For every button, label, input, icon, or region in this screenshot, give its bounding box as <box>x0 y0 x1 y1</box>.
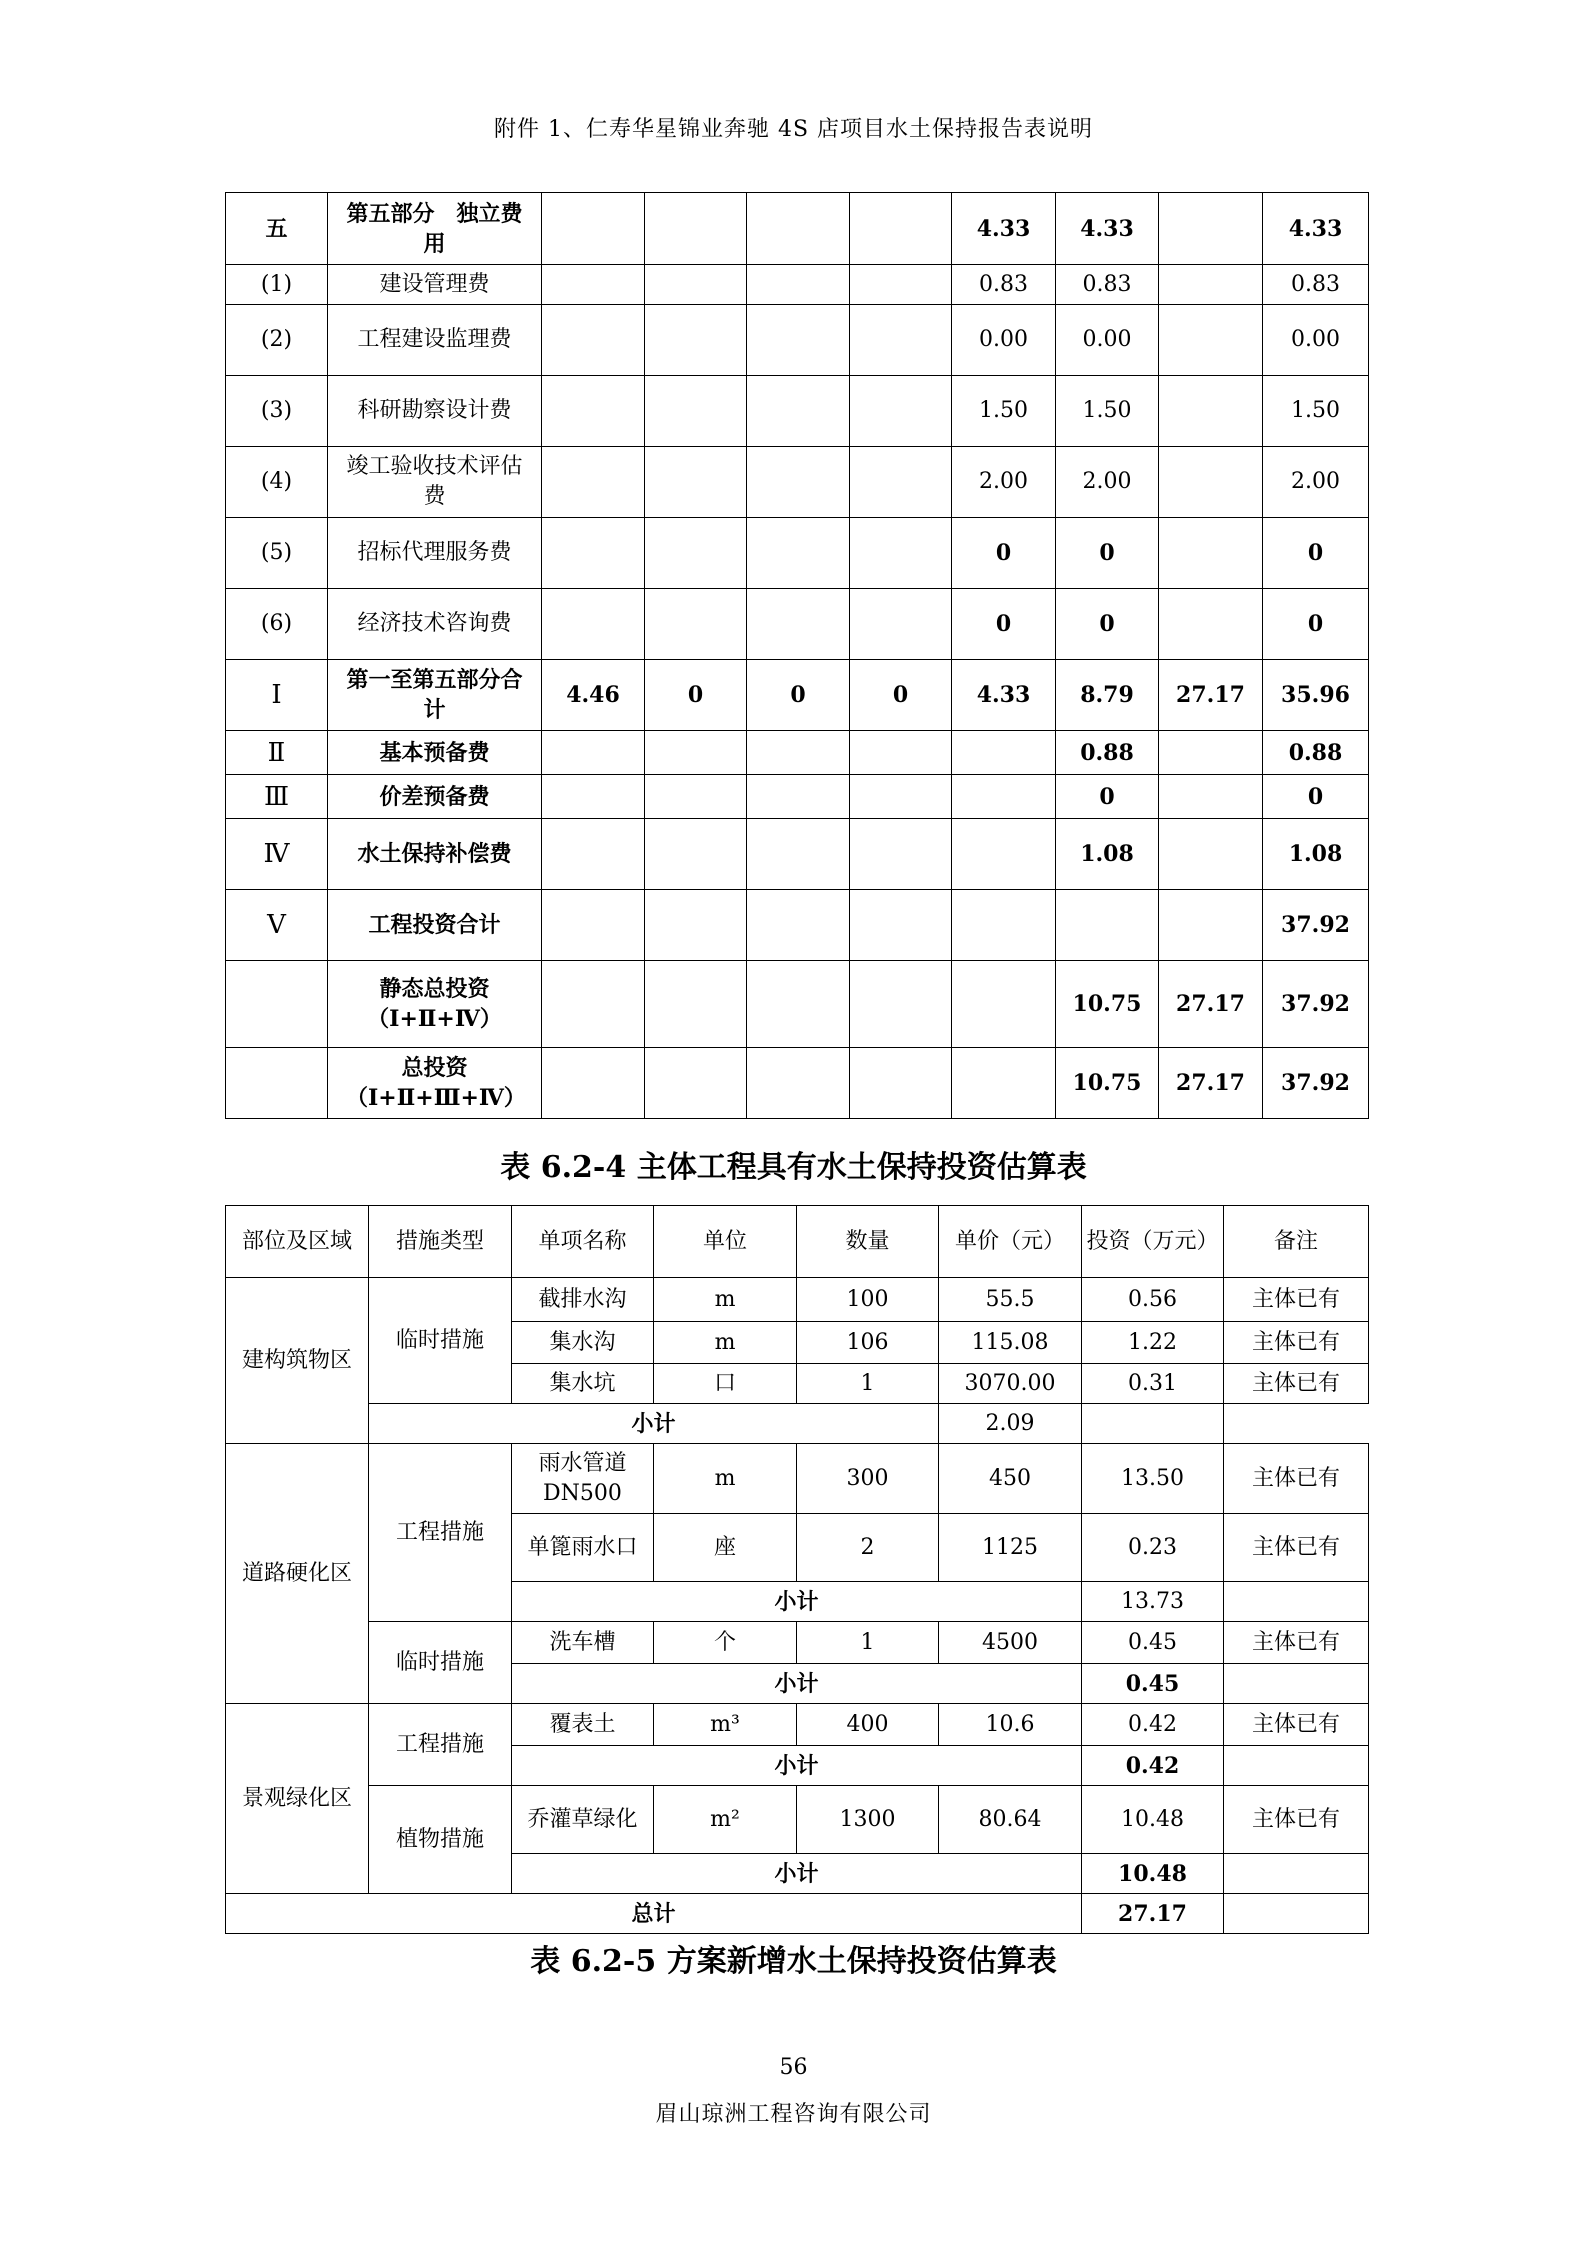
value-cell: 27.17 <box>1159 961 1263 1048</box>
total-value: 27.17 <box>1082 1894 1224 1934</box>
value-cell <box>1159 376 1263 447</box>
value-cell <box>542 1048 645 1119</box>
subtotal-label: 小计 <box>512 1854 1082 1894</box>
investment-cell: 1.22 <box>1082 1322 1224 1364</box>
item-name-cell: 单篦雨水口 <box>512 1514 654 1582</box>
quantity-cell: 1300 <box>797 1786 939 1854</box>
table-row <box>226 589 1369 660</box>
table-row <box>226 961 1369 1048</box>
unit-cell: m³ <box>654 1704 797 1746</box>
value-cell <box>542 305 645 376</box>
item-number-cell: (1) <box>226 265 328 305</box>
total-label: 总计 <box>226 1894 1082 1934</box>
remark-cell: 主体已有 <box>1224 1278 1369 1322</box>
investment-cell: 0.31 <box>1082 1364 1224 1404</box>
value-cell <box>542 731 645 775</box>
value-cell <box>542 775 645 819</box>
table-row <box>226 1278 1369 1322</box>
value-cell <box>952 731 1056 775</box>
table-row <box>226 1786 1369 1854</box>
item-name-cell: 第一至第五部分合计 <box>328 660 542 731</box>
value-cell: 2.00 <box>1056 447 1159 518</box>
value-cell <box>542 376 645 447</box>
item-name-cell: 竣工验收技术评估费 <box>328 447 542 518</box>
investment-cell: 0.45 <box>1082 1622 1224 1664</box>
unit-cell: m <box>654 1278 797 1322</box>
item-name-cell: 覆表土 <box>512 1704 654 1746</box>
item-name-cell: 经济技术咨询费 <box>328 589 542 660</box>
value-cell: 0 <box>747 660 850 731</box>
value-cell: 0 <box>1263 589 1369 660</box>
value-cell: 1.08 <box>1263 819 1369 890</box>
item-number-cell: Ⅰ <box>226 660 328 731</box>
value-cell: 0.00 <box>1056 305 1159 376</box>
subtotal-value: 0.42 <box>1082 1746 1224 1786</box>
column-header: 措施类型 <box>369 1206 512 1278</box>
value-cell <box>542 819 645 890</box>
unit-cell: 座 <box>654 1514 797 1582</box>
price-cell: 1125 <box>939 1514 1082 1582</box>
page-header: 附件 1、仁寿华星锦业奔驰 4S 店项目水土保持报告表说明 <box>493 117 1094 142</box>
remark-cell: 主体已有 <box>1224 1622 1369 1664</box>
value-cell: 8.79 <box>1056 660 1159 731</box>
table-row <box>226 775 1369 819</box>
total-row <box>226 1894 1369 1934</box>
remark-cell: 主体已有 <box>1224 1444 1369 1514</box>
table-row <box>226 731 1369 775</box>
table-caption-6-2-5: 表 6.2-5 方案新增水土保持投资估算表 <box>530 1944 1057 1979</box>
value-cell <box>850 819 952 890</box>
value-cell <box>542 961 645 1048</box>
value-cell: 0.83 <box>1056 265 1159 305</box>
value-cell <box>542 265 645 305</box>
value-cell <box>850 305 952 376</box>
table-row <box>226 1622 1369 1664</box>
item-name-cell: 截排水沟 <box>512 1278 654 1322</box>
unit-cell: 个 <box>654 1622 797 1664</box>
value-cell <box>850 890 952 961</box>
column-header: 备注 <box>1224 1206 1369 1278</box>
value-cell: 1.50 <box>1263 376 1369 447</box>
price-cell: 80.64 <box>939 1786 1082 1854</box>
table-row <box>226 376 1369 447</box>
measure-type-cell: 临时措施 <box>369 1278 512 1404</box>
subtotal-row <box>226 1404 1369 1444</box>
table-row <box>226 518 1369 589</box>
value-cell <box>1159 775 1263 819</box>
table-row <box>226 1704 1369 1746</box>
value-cell <box>1159 819 1263 890</box>
item-name-cell: 乔灌草绿化 <box>512 1786 654 1854</box>
value-cell <box>850 447 952 518</box>
area-cell: 景观绿化区 <box>226 1704 369 1894</box>
measure-type-cell: 临时措施 <box>369 1622 512 1704</box>
value-cell: 0 <box>645 660 747 731</box>
value-cell <box>645 890 747 961</box>
value-cell <box>645 731 747 775</box>
item-number-cell: Ⅱ <box>226 731 328 775</box>
item-name-cell: 工程建设监理费 <box>328 305 542 376</box>
value-cell: 4.46 <box>542 660 645 731</box>
table-row <box>226 819 1369 890</box>
value-cell <box>645 305 747 376</box>
value-cell: 4.33 <box>952 660 1056 731</box>
unit-cell: m² <box>654 1786 797 1854</box>
item-number-cell: Ⅴ <box>226 890 328 961</box>
subtotal-value: 0.45 <box>1082 1664 1224 1704</box>
item-name-cell: 科研勘察设计费 <box>328 376 542 447</box>
value-cell <box>1159 193 1263 265</box>
subtotal-label: 小计 <box>512 1582 1082 1622</box>
value-cell <box>1159 589 1263 660</box>
item-name-cell: 第五部分 独立费用 <box>328 193 542 265</box>
value-cell <box>1159 890 1263 961</box>
value-cell <box>952 890 1056 961</box>
value-cell: 0.88 <box>1056 731 1159 775</box>
value-cell <box>952 819 1056 890</box>
value-cell: 0 <box>1263 775 1369 819</box>
value-cell <box>952 961 1056 1048</box>
value-cell <box>850 1048 952 1119</box>
table-row <box>226 890 1369 961</box>
area-cell: 建构筑物区 <box>226 1278 369 1444</box>
subtotal-label: 小计 <box>512 1664 1082 1704</box>
value-cell <box>850 376 952 447</box>
item-name-cell: 雨水管道DN500 <box>512 1444 654 1514</box>
column-header: 单项名称 <box>512 1206 654 1278</box>
column-header: 部位及区域 <box>226 1206 369 1278</box>
value-cell: 4.33 <box>1263 193 1369 265</box>
value-cell <box>1159 305 1263 376</box>
table-row <box>226 447 1369 518</box>
value-cell <box>850 193 952 265</box>
value-cell <box>747 305 850 376</box>
independent-cost-table <box>225 192 1369 1119</box>
unit-cell: 口 <box>654 1364 797 1404</box>
value-cell <box>747 193 850 265</box>
investment-cell: 10.48 <box>1082 1786 1224 1854</box>
value-cell: 1.50 <box>1056 376 1159 447</box>
value-cell <box>747 518 850 589</box>
item-name-cell: 集水沟 <box>512 1322 654 1364</box>
value-cell: 37.92 <box>1263 890 1369 961</box>
item-name-cell: 招标代理服务费 <box>328 518 542 589</box>
item-name-cell: 基本预备费 <box>328 731 542 775</box>
value-cell <box>1159 265 1263 305</box>
investment-cell: 13.50 <box>1082 1444 1224 1514</box>
item-number-cell: (6) <box>226 589 328 660</box>
price-cell: 10.6 <box>939 1704 1082 1746</box>
table-row <box>226 265 1369 305</box>
measure-type-cell: 植物措施 <box>369 1786 512 1894</box>
item-name-cell: 价差预备费 <box>328 775 542 819</box>
subtotal-value: 13.73 <box>1082 1582 1224 1622</box>
price-cell: 450 <box>939 1444 1082 1514</box>
item-number-cell <box>226 961 328 1048</box>
quantity-cell: 1 <box>797 1364 939 1404</box>
quantity-cell: 106 <box>797 1322 939 1364</box>
column-header: 单价（元） <box>939 1206 1082 1278</box>
quantity-cell: 400 <box>797 1704 939 1746</box>
value-cell <box>542 447 645 518</box>
value-cell <box>645 1048 747 1119</box>
value-cell <box>747 731 850 775</box>
item-number-cell: Ⅲ <box>226 775 328 819</box>
remark-cell: 主体已有 <box>1224 1514 1369 1582</box>
measure-type-cell: 工程措施 <box>369 1704 512 1786</box>
company-footer: 眉山琼洲工程咨询有限公司 <box>655 2102 932 2127</box>
value-cell <box>1159 518 1263 589</box>
value-cell <box>645 376 747 447</box>
value-cell <box>645 518 747 589</box>
price-cell: 115.08 <box>939 1322 1082 1364</box>
unit-cell: m <box>654 1322 797 1364</box>
investment-cell: 0.42 <box>1082 1704 1224 1746</box>
value-cell: 37.92 <box>1263 961 1369 1048</box>
quantity-cell: 100 <box>797 1278 939 1322</box>
table-row <box>226 660 1369 731</box>
value-cell: 1.50 <box>952 376 1056 447</box>
value-cell: 0 <box>1056 775 1159 819</box>
investment-cell: 0.56 <box>1082 1278 1224 1322</box>
table-row <box>226 305 1369 376</box>
price-cell: 55.5 <box>939 1278 1082 1322</box>
subtotal-label: 小计 <box>512 1746 1082 1786</box>
subtotal-label: 小计 <box>369 1404 939 1444</box>
new-soil-conservation-investment-table <box>225 1205 1369 1934</box>
value-cell <box>952 775 1056 819</box>
remark-cell: 主体已有 <box>1224 1322 1369 1364</box>
column-header: 单位 <box>654 1206 797 1278</box>
value-cell: 35.96 <box>1263 660 1369 731</box>
value-cell: 2.00 <box>952 447 1056 518</box>
item-number-cell: (3) <box>226 376 328 447</box>
value-cell: 10.75 <box>1056 961 1159 1048</box>
value-cell: 10.75 <box>1056 1048 1159 1119</box>
table-header-row <box>226 1206 1369 1278</box>
table-row <box>226 1048 1369 1119</box>
item-name-cell: 工程投资合计 <box>328 890 542 961</box>
value-cell <box>645 819 747 890</box>
value-cell: 0.83 <box>1263 265 1369 305</box>
value-cell: 1.08 <box>1056 819 1159 890</box>
area-cell: 道路硬化区 <box>226 1444 369 1704</box>
value-cell <box>645 775 747 819</box>
value-cell <box>645 961 747 1048</box>
value-cell <box>542 518 645 589</box>
value-cell <box>952 1048 1056 1119</box>
column-header: 投资（万元） <box>1082 1206 1224 1278</box>
value-cell: 0 <box>952 589 1056 660</box>
value-cell <box>850 265 952 305</box>
item-number-cell: Ⅳ <box>226 819 328 890</box>
quantity-cell: 2 <box>797 1514 939 1582</box>
value-cell <box>747 589 850 660</box>
value-cell <box>747 890 850 961</box>
value-cell <box>747 961 850 1048</box>
value-cell <box>850 589 952 660</box>
table-caption-6-2-4: 表 6.2-4 主体工程具有水土保持投资估算表 <box>500 1150 1087 1185</box>
value-cell: 0 <box>1056 589 1159 660</box>
value-cell <box>645 193 747 265</box>
value-cell <box>747 775 850 819</box>
unit-cell: m <box>654 1444 797 1514</box>
value-cell <box>1159 447 1263 518</box>
value-cell: 2.00 <box>1263 447 1369 518</box>
column-header: 数量 <box>797 1206 939 1278</box>
value-cell: 0.88 <box>1263 731 1369 775</box>
value-cell <box>850 731 952 775</box>
value-cell <box>542 890 645 961</box>
value-cell: 0 <box>952 518 1056 589</box>
item-name-cell: 静态总投资（Ⅰ+Ⅱ+Ⅳ） <box>328 961 542 1048</box>
value-cell: 0 <box>850 660 952 731</box>
item-number-cell: (2) <box>226 305 328 376</box>
subtotal-value: 10.48 <box>1082 1854 1224 1894</box>
quantity-cell: 300 <box>797 1444 939 1514</box>
value-cell <box>747 1048 850 1119</box>
value-cell: 0.00 <box>952 305 1056 376</box>
value-cell: 4.33 <box>952 193 1056 265</box>
value-cell <box>1056 890 1159 961</box>
value-cell: 0.00 <box>1263 305 1369 376</box>
value-cell <box>645 447 747 518</box>
value-cell <box>850 961 952 1048</box>
value-cell <box>542 193 645 265</box>
value-cell <box>645 265 747 305</box>
value-cell: 0.83 <box>952 265 1056 305</box>
page-number: 56 <box>779 2055 808 2080</box>
item-name-cell: 集水坑 <box>512 1364 654 1404</box>
value-cell <box>645 589 747 660</box>
remark-cell: 主体已有 <box>1224 1786 1369 1854</box>
item-number-cell: (4) <box>226 447 328 518</box>
item-number-cell: 五 <box>226 193 328 265</box>
value-cell <box>542 589 645 660</box>
value-cell <box>747 819 850 890</box>
value-cell <box>747 265 850 305</box>
measure-type-cell: 工程措施 <box>369 1444 512 1622</box>
remark-cell: 主体已有 <box>1224 1364 1369 1404</box>
subtotal-value: 2.09 <box>939 1404 1082 1444</box>
value-cell <box>747 447 850 518</box>
item-number-cell <box>226 1048 328 1119</box>
value-cell: 0 <box>1263 518 1369 589</box>
item-name-cell: 洗车槽 <box>512 1622 654 1664</box>
value-cell <box>850 775 952 819</box>
item-name-cell: 水土保持补偿费 <box>328 819 542 890</box>
price-cell: 3070.00 <box>939 1364 1082 1404</box>
item-number-cell: (5) <box>226 518 328 589</box>
table-row <box>226 193 1369 265</box>
item-name-cell: 建设管理费 <box>328 265 542 305</box>
investment-cell: 0.23 <box>1082 1514 1224 1582</box>
table-row <box>226 1444 1369 1514</box>
value-cell <box>850 518 952 589</box>
remark-cell: 主体已有 <box>1224 1704 1369 1746</box>
value-cell: 27.17 <box>1159 1048 1263 1119</box>
value-cell: 37.92 <box>1263 1048 1369 1119</box>
value-cell: 27.17 <box>1159 660 1263 731</box>
quantity-cell: 1 <box>797 1622 939 1664</box>
item-name-cell: 总投资（Ⅰ+Ⅱ+Ⅲ+Ⅳ） <box>328 1048 542 1119</box>
value-cell <box>1159 731 1263 775</box>
value-cell <box>747 376 850 447</box>
value-cell: 0 <box>1056 518 1159 589</box>
price-cell: 4500 <box>939 1622 1082 1664</box>
value-cell: 4.33 <box>1056 193 1159 265</box>
